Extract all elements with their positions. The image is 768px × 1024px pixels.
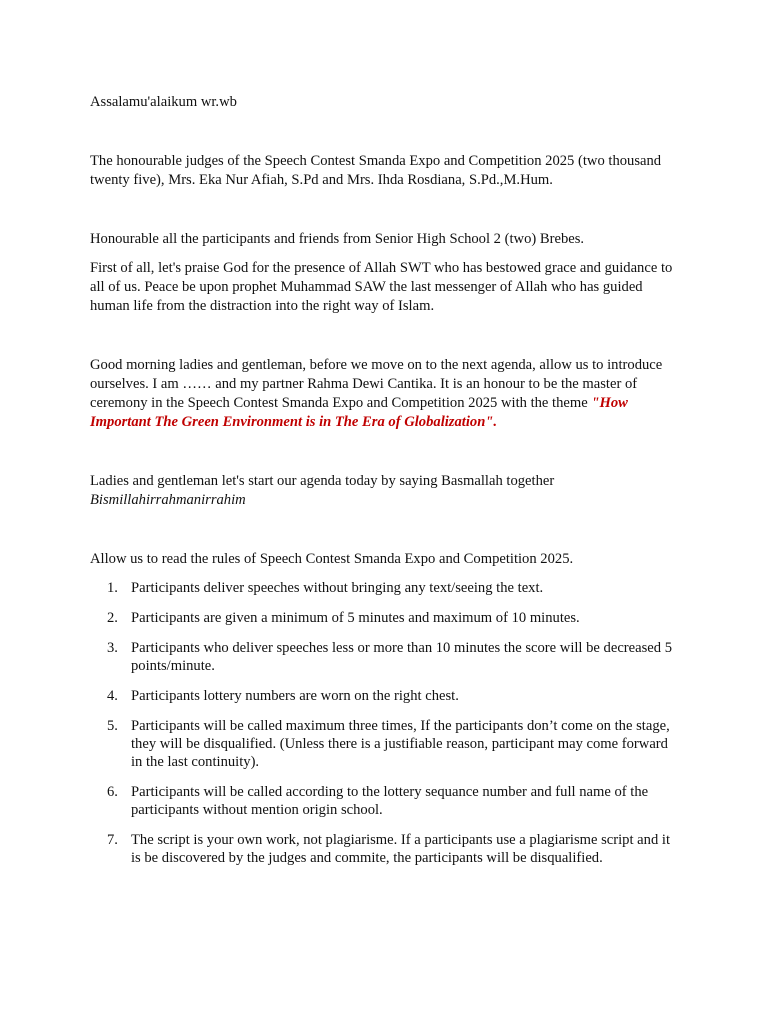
rule-text: Participants will be called according to the lottery sequance number and full name of the participants without mention origin school. — [131, 784, 649, 818]
basmallah-text: Bismillahirrahmanirrahim — [90, 492, 246, 508]
rule-text: Participants lottery numbers are worn on the right chest. — [131, 688, 459, 704]
rule-item — [90, 639, 682, 675]
rule-text: Participants deliver speeches without bringing any text/seeing the text. — [131, 580, 544, 596]
rules-intro: Allow us to read the rules of Speech Contest Smanda Expo and Competition 2025. — [90, 551, 574, 567]
rule-text: Participants are given a minimum of 5 minutes and maximum of 10 minutes. — [131, 610, 580, 626]
rule-item — [90, 783, 682, 819]
participants-paragraph: Honourable all the participants and friends from Senior High School 2 (two) Brebes. — [90, 231, 585, 247]
judges-paragraph: The honourable judges of the Speech Contest Smanda Expo and Competition 2025 (two thousand twenty five), Mrs. Eka Nur Afiah, S.Pd and Mrs. Ihda Rosdiana, S.Pd.,M.Hum. — [90, 153, 662, 188]
rule-text: The script is your own work, not plagiarisme. If a participants use a plagiarisme script and it is be discovered by the judges and commite, the participants will be disqualified. — [131, 832, 671, 866]
rule-item — [90, 687, 682, 705]
rule-item — [90, 717, 682, 771]
rule-item — [90, 579, 682, 597]
rule-number: 6. — [107, 784, 118, 800]
agenda-text: Ladies and gentleman let's start our agenda today by saying Basmallah together — [90, 473, 555, 489]
rule-number: 4. — [107, 688, 118, 704]
theme-text: "How Important The Green Environment is in The Era of Globalization". — [90, 395, 628, 430]
agenda-paragraph — [90, 472, 682, 510]
rule-number: 1. — [107, 580, 118, 596]
intro-paragraph — [90, 356, 682, 432]
rule-text: Participants will be called maximum three times, If the participants don’t come on the stage, they will be disqualified. (Unless there is a justifiable reason, participant may come forward in the last continuity). — [131, 718, 670, 770]
document-page — [90, 93, 682, 879]
rule-number: 3. — [107, 640, 118, 656]
intro-text: Good morning ladies and gentleman, before we move on to the next agenda, allow us to introduce ourselves. I am …… and my partner Rahma Dewi Cantika. It is an honour to be the master of ceremony in the Speech Contest Smanda Expo and Competition 2025 with the theme — [90, 357, 663, 411]
rule-number: 7. — [107, 832, 118, 848]
rule-item — [90, 609, 682, 627]
praise-paragraph: First of all, let's praise God for the presence of Allah SWT who has bestowed grace and guidance to all of us. Peace be upon prophet Muhammad SAW the last messenger of Allah who has guided human life from the distraction into the right way of Islam. — [90, 260, 673, 314]
rules-list — [90, 579, 682, 867]
greeting: Assalamu'alaikum wr.wb — [90, 94, 237, 110]
rule-item — [90, 831, 682, 867]
rule-text: Participants who deliver speeches less or more than 10 minutes the score will be decreased 5 points/minute. — [131, 640, 673, 674]
rule-number: 2. — [107, 610, 118, 626]
rule-number: 5. — [107, 718, 118, 734]
